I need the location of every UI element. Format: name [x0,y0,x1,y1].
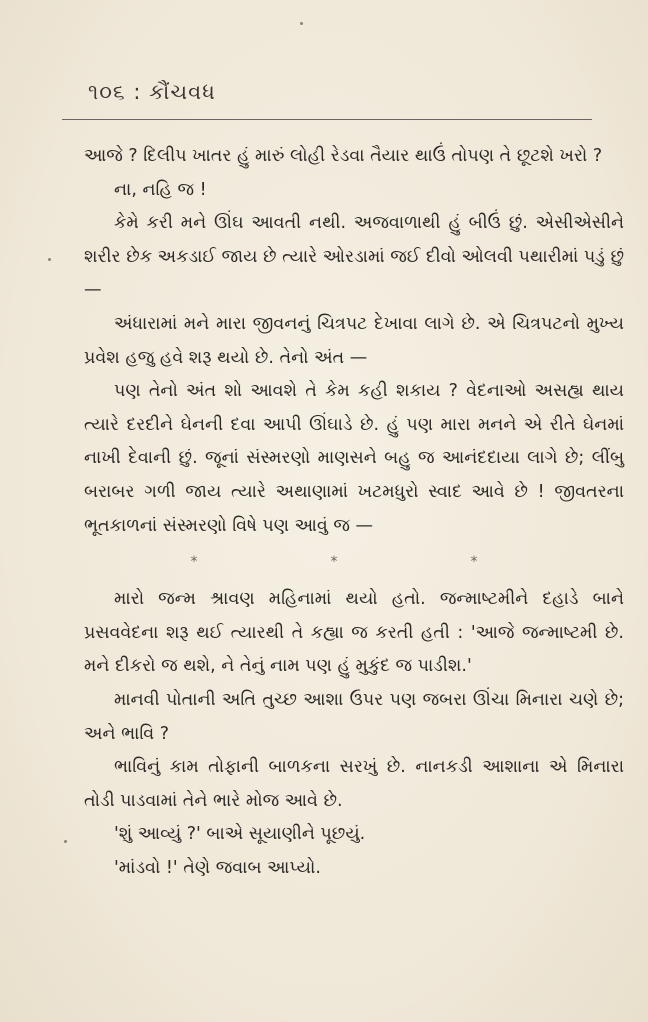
paragraph: 'શું આવ્યું ?' બાએ સૂયાણીને પૂછયું. [114,824,366,845]
paragraph: કેમે કરી મને ઊંઘ આવતી નથી. અજવાળાથી હું બીઉં છું. એસીએસીને શરીર છેક અકડાઈ જાય છે ત્યારે ઓરડામાં જઈ દીવો ઓલવી પથારીમાં પડું છું — [84,213,624,301]
paper-speck [48,258,51,261]
paragraph: માનવી પોતાની અતિ તુચ્છ આશા ઉપર પણ જબરા ઊંચા મિનારા ચણે છે; અને ભાવિ ? [84,689,624,744]
paper-speck [300,22,303,25]
paragraph: પણ તેનો અંત શો આવશે તે કેમ કહી શકાય ? વેદનાઓ અસહ્ય થાય ત્યારે દરદીને ઘેનની દવા આપી ઊંઘાડે છે. હું પણ મારા મનને એ રીતે ઘેનમાં નાખી દેવાની છું. જૂનાં સંસ્મરણો માણસને બહુ જ આનંદદાયા લાગે છે; લીંબુ બરાબર ગળી જાય ત્યારે અથાણામાં ખટમધુરો સ્વાદ આવે છે ! જીવતરના ભૂતકાળનાં સંસ્મરણો વિષે પણ આવું જ — [84,381,624,536]
header-rule [62,119,592,120]
body-text [84,140,624,885]
asterisk: * [470,554,478,571]
page-header: ૧૦૬ : કૌંચવધ [88,80,216,104]
asterisk: * [190,554,198,571]
section-break [124,547,544,577]
paragraph: ના, નહિ જ ! [114,179,207,200]
paragraph: ભાવિનું કામ તોફાની બાળકના સરખું છે. નાનકડી આશાના એ મિનારા તોડી પાડવામાં તેને ભારે મોજ આવે છે. [84,757,624,811]
paragraph: મારો જન્મ શ્રાવણ મહિનામાં થયો હતો. જન્માષ્ટમીને દહાડે બાને પ્રસવવેદના શરૂ થઈ ત્યારથી તે કહ્યા જ કરતી હતી : 'આજે જન્માષ્ટમી છે. મને દીકરો જ થશે, ને તેનું નામ પણ હું મુકુંદ જ પાડીશ.' [84,589,624,677]
asterisk: * [330,554,338,571]
paper-speck [64,840,67,843]
paragraph: અંધારામાં મને મારા જીવનનું ચિત્રપટ દેખાવા લાગે છે. એ ચિત્રપટનો મુખ્ય પ્રવેશ હજુ હવે શરૂ થયો છે. તેનો અંત — [84,313,624,368]
paragraph: 'માંડવો !' તેણે જવાબ આપ્યો. [114,857,321,878]
paragraph: આજે ? દિલીપ ખાતર હું મારું લોહી રેડવા તૈયાર થાઉં તોપણ તે છૂટશે ખરો ? [84,146,603,166]
